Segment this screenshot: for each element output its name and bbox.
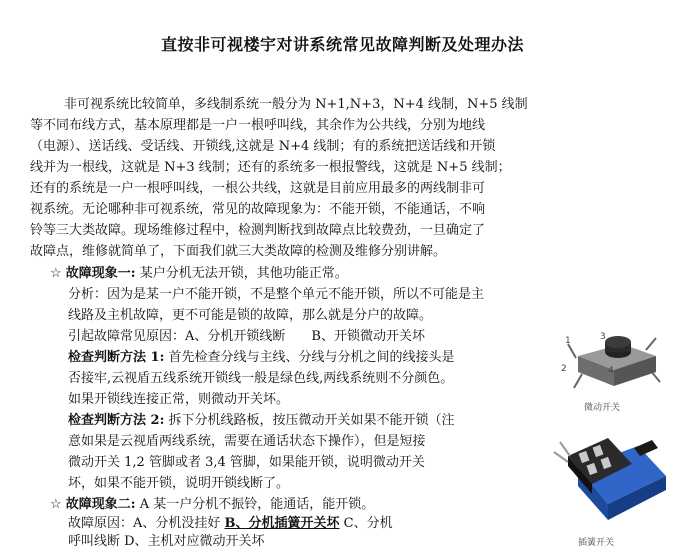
- micro-switch-caption: 微动开关: [584, 403, 621, 413]
- method2-line-4: 坏，如果不能开锁，说明开锁线断了。: [68, 476, 290, 491]
- fault1-analysis-2: 线路及主机故障，更不可能是锁的故障，那么就是分户的故障。: [68, 308, 433, 323]
- method2-line-2: 意如果是云视盾两线系统，需要在通话状态下操作），但是短接: [68, 434, 426, 449]
- fault2-causes-2: 呼叫线断 D、主机对应微动开关坏: [68, 534, 265, 549]
- fault2-cause-a: 故障原因：A、分机没挂好: [68, 516, 221, 531]
- intro-line: （电源）、送话线、受话线、开锁线,这就是 N+4 线制；有的系统把送话线和开锁: [30, 139, 496, 154]
- fault1-method2-line: [68, 409, 455, 428]
- pin-label: 1: [565, 336, 571, 346]
- intro-line: 铃等三大类故障。现场维修过程中，检测判断找到故障点比较费劲，一旦确定了: [30, 223, 486, 238]
- fault1-heading: 故障现象一:: [65, 266, 136, 281]
- fault2-cause-b: B、分机插簧开关坏: [224, 516, 340, 531]
- intro-line: 故障点，维修就简单了，下面我们就三大类故障的检测及维修分别讲解。: [30, 244, 447, 259]
- star-icon: ☆: [50, 266, 62, 281]
- intro-line: 等不同布线方式，基本原理都是一户一根呼叫线，其余作为公共线，分别为地线: [30, 118, 486, 133]
- hook-switch-image: [550, 428, 670, 528]
- fault2-heading: 故障现象二:: [65, 497, 136, 512]
- method1-line-2: 否接牢,云视盾五线系统开锁线一般是绿色线,两线系统则不分颜色。: [68, 371, 454, 386]
- fault2-cause-c: C、分机: [343, 516, 393, 531]
- pin-label: 4: [608, 366, 614, 376]
- fault1-analysis-1: 分析：因为是某一户不能开锁，不是整个单元不能开锁，所以不可能是主: [68, 287, 485, 302]
- method2-text: 拆下分机线路板，按压微动开关如果不能开锁（注: [168, 413, 455, 428]
- pin-label: 3: [600, 332, 606, 342]
- pin-label: 2: [561, 364, 567, 374]
- intro-line: 还有的系统是一户一根呼叫线，一根公共线，这就是目前应用最多的两线制非可: [30, 181, 486, 196]
- hook-switch-caption: 插簧开关: [578, 538, 615, 548]
- intro-line: 线并为一根线，这就是 N+3 线制；还有的系统多一根报警线，这就是 N+5 线制；: [30, 160, 511, 175]
- method2-line-3: 微动开关 1,2 管脚或者 3,4 管脚，如果能开锁，说明微动开关: [68, 455, 425, 470]
- fault2-line: [50, 493, 374, 512]
- page-title: 直按非可视楼宇对讲系统常见故障判断及处理办法: [160, 35, 524, 54]
- intro-line: 视系统。无论哪种非可视系统，常见的故障现象为：不能开锁，不能通话，不响: [30, 202, 486, 217]
- fault2-causes: [68, 512, 393, 531]
- fault2-text: A 某一户分机不振铃，能通话，能开锁。: [139, 497, 375, 512]
- method1-text: 首先检查分线与主线、分线与分机之间的线接头是: [168, 350, 455, 365]
- method1-line-3: 如果开锁线连接正常，则微动开关坏。: [68, 392, 290, 407]
- fault1-method1-line: [68, 346, 455, 365]
- star-icon: ☆: [50, 497, 62, 512]
- fault1-causes: 引起故障常见原因：A、分机开锁线断 B、开锁微动开关坏: [68, 329, 425, 344]
- method2-label: 检查判断方法 2:: [68, 413, 165, 428]
- intro-line: 非可视系统比较简单，多线制系统一般分为 N+1,N+3，N+4 线制，N+5 线制: [64, 97, 528, 112]
- method1-label: 检查判断方法 1:: [68, 350, 165, 365]
- fault1-line: [50, 262, 348, 281]
- micro-switch-image: [560, 330, 670, 400]
- fault1-text: 某户分机无法开锁，其他功能正常。: [139, 266, 348, 281]
